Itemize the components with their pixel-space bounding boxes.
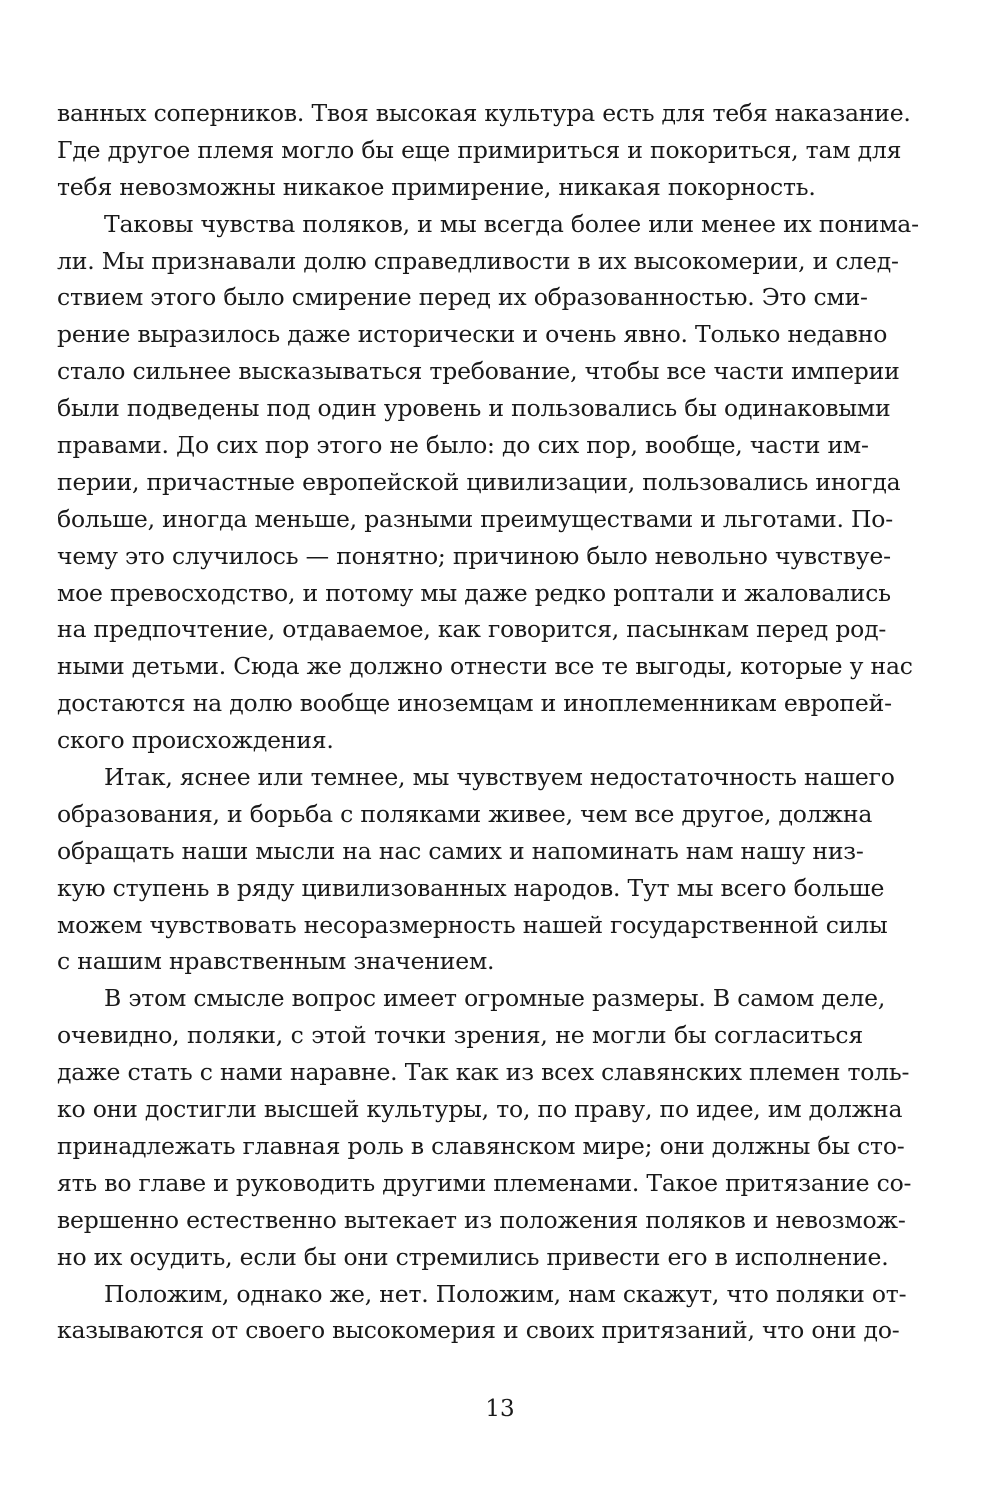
text-line: можем чувствовать несоразмерность нашей государственной силы <box>57 910 888 939</box>
text-line: правами. До сих пор этого не было: до сих пор, вообще, части им- <box>57 431 869 460</box>
body-text <box>57 95 919 1349</box>
text-line: Итак, яснее или темнее, мы чувствуем недостаточность нашего <box>104 763 895 792</box>
text-line: ского происхождения. <box>57 726 334 755</box>
text-line: перии, причастные европейской цивилизации, пользовались иногда <box>57 467 901 496</box>
text-line: были подведены под один уровень и пользовались бы одинаковыми <box>57 394 891 423</box>
text-line: Положим, однако же, нет. Положим, нам скажут, что поляки от- <box>104 1279 907 1308</box>
text-line: ко они достигли высшей культуры, то, по праву, по идее, им должна <box>57 1095 903 1124</box>
text-line: кую ступень в ряду цивилизованных народов. Тут мы всего больше <box>57 873 885 902</box>
text-line: на предпочтение, отдаваемое, как говорится, пасынкам перед род- <box>57 615 887 644</box>
text-line: В этом смысле вопрос имеет огромные размеры. В самом деле, <box>104 984 886 1013</box>
text-line: ствием этого было смирение перед их образованностью. Это сми- <box>57 283 868 312</box>
text-line: больше, иногда меньше, разными преимуществами и льготами. По- <box>57 504 893 533</box>
text-line: принадлежать главная роль в славянском мире; они должны бы сто- <box>57 1131 905 1160</box>
paragraph <box>57 206 919 759</box>
text-line: ли. Мы признавали долю справедливости в их высокомерии, и след- <box>57 246 899 275</box>
text-line: ять во главе и руководить другими племенами. Такое притязание со- <box>57 1168 912 1197</box>
page-number: 13 <box>485 1396 515 1422</box>
text-line: казываются от своего высокомерия и своих притязаний, что они до- <box>57 1316 900 1345</box>
paragraph <box>57 95 911 206</box>
text-line: даже стать с нами наравне. Так как из всех славянских племен толь- <box>57 1058 910 1087</box>
text-line: но их осудить, если бы они стремились привести его в исполнение. <box>57 1242 889 1271</box>
text-line: стало сильнее высказываться требование, чтобы все части империи <box>57 357 900 386</box>
text-line: с нашим нравственным значением. <box>57 947 495 976</box>
text-line: Где другое племя могло бы еще примириться и покориться, там для <box>57 135 902 164</box>
paragraph <box>57 980 912 1275</box>
text-line: ванных соперников. Твоя высокая культура есть для тебя наказание. <box>57 99 911 127</box>
text-line: чему это случилось — понятно; причиною было невольно чувствуе- <box>57 541 891 570</box>
text-line: тебя невозможны никакое примирение, никакая покорность. <box>57 172 816 201</box>
text-line: ными детьми. Сюда же должно отнести все те выгоды, которые у нас <box>57 652 913 681</box>
text-line: достаются на долю вообще иноземцам и иноплеменникам европей- <box>57 689 892 718</box>
paragraph <box>57 1276 907 1350</box>
text-line: обращать наши мысли на нас самих и напоминать нам нашу низ- <box>57 836 864 865</box>
paragraph <box>57 759 895 980</box>
text-line: рение выразилось даже исторически и очень явно. Только недавно <box>57 320 888 349</box>
text-line: мое превосходство, и потому мы даже редко роптали и жаловались <box>57 578 891 607</box>
text-line: Таковы чувства поляков, и мы всегда более или менее их понима- <box>104 209 919 238</box>
text-line: очевидно, поляки, с этой точки зрения, не могли бы согласиться <box>57 1021 863 1050</box>
text-line: образования, и борьба с поляками живее, чем все другое, должна <box>57 799 873 828</box>
text-line: вершенно естественно вытекает из положения поляков и невозмож- <box>57 1205 906 1234</box>
